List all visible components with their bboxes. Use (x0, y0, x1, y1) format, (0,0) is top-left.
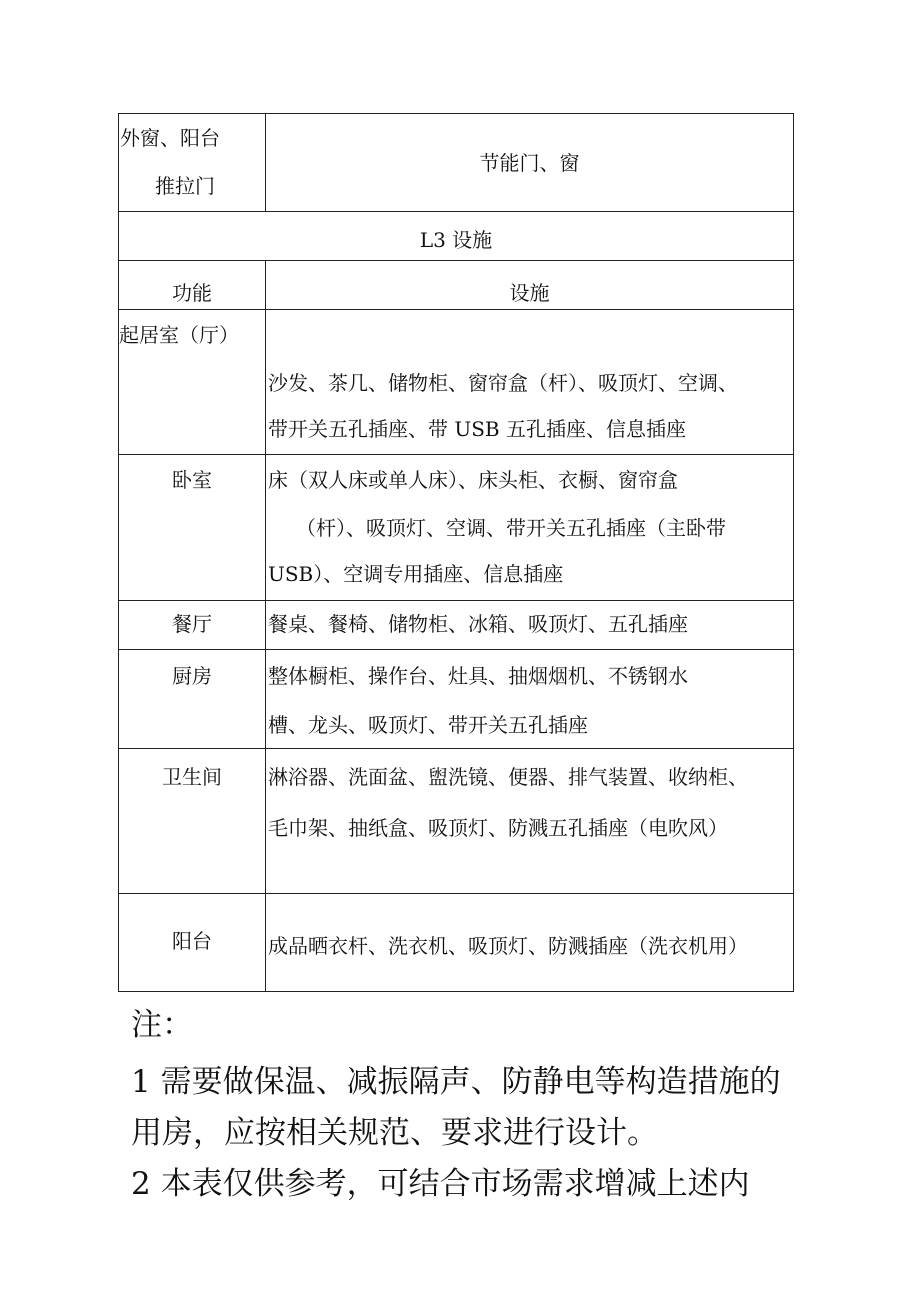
room-cell: 起居室（厅） (119, 310, 266, 455)
function-cell (119, 114, 266, 212)
column-header-facility: 设施 (266, 261, 794, 310)
room-cell: 阳台 (119, 894, 266, 992)
facility-cell (266, 650, 794, 749)
facility-line: 淋浴器、洗面盆、盥洗镜、便器、排气装置、收纳柜、 (268, 765, 748, 789)
section-title: L3 设施 (119, 212, 794, 261)
facility-text: 节能门、窗 (479, 150, 580, 175)
room-cell: 餐厅 (119, 601, 266, 650)
table-row (119, 749, 794, 894)
facilities-table (118, 113, 794, 992)
note-line: 2 本表仅供参考，可结合市场需求增减上述内 (131, 1166, 750, 1202)
facility-cell (266, 455, 794, 601)
facility-line (266, 310, 793, 360)
facility-line: 槽、龙头、吸顶灯、带开关五孔插座 (268, 713, 588, 737)
column-header-function: 功能 (119, 261, 266, 310)
notes (131, 1000, 811, 1210)
facility-line: 餐桌、餐椅、储物柜、冰箱、吸顶灯、五孔插座 (268, 612, 688, 636)
facility-cell (266, 114, 794, 212)
facility-line: 成品晒衣杆、洗衣机、吸顶灯、防溅插座（洗衣机用） (268, 933, 748, 958)
table-row (119, 894, 794, 992)
table-row (119, 114, 794, 212)
table-row (119, 310, 794, 455)
facility-line: USB）、空调专用插座、信息插座 (268, 562, 564, 586)
table-row (119, 455, 794, 601)
facility-line: 整体橱柜、操作台、灶具、抽烟烟机、不锈钢水 (268, 664, 688, 688)
facility-cell (266, 749, 794, 894)
table-row (119, 601, 794, 650)
facility-line: （杆）、吸顶灯、空调、带开关五孔插座（主卧带 (296, 516, 726, 540)
table-row (119, 650, 794, 749)
notes-heading: 注： (131, 1007, 193, 1043)
table-row (119, 212, 794, 261)
facility-cell (266, 310, 794, 455)
facility-cell (266, 894, 794, 992)
facility-line: 毛巾架、抽纸盒、吸顶灯、防溅五孔插座（电吹风） (268, 816, 728, 840)
function-label: 推拉门 (155, 174, 215, 198)
room-cell: 卧室 (119, 455, 266, 601)
facility-line: 沙发、茶几、储物柜、窗帘盒（杆）、吸顶灯、空调、 (268, 371, 738, 395)
table-header-row (119, 261, 794, 310)
room-cell: 厨房 (119, 650, 266, 749)
function-label: 外窗、阳台 (120, 126, 220, 150)
note-line: 1 需要做保温、减振隔声、防静电等构造措施的 (131, 1064, 781, 1100)
facility-line: 床（双人床或单人床）、床头柜、衣橱、窗帘盒 (268, 468, 678, 492)
room-cell: 卫生间 (119, 749, 266, 894)
note-line: 用房，应按相关规范、要求进行设计。 (131, 1115, 658, 1151)
facility-cell (266, 601, 794, 650)
facility-line: 带开关五孔插座、带 USB 五孔插座、信息插座 (268, 417, 686, 441)
